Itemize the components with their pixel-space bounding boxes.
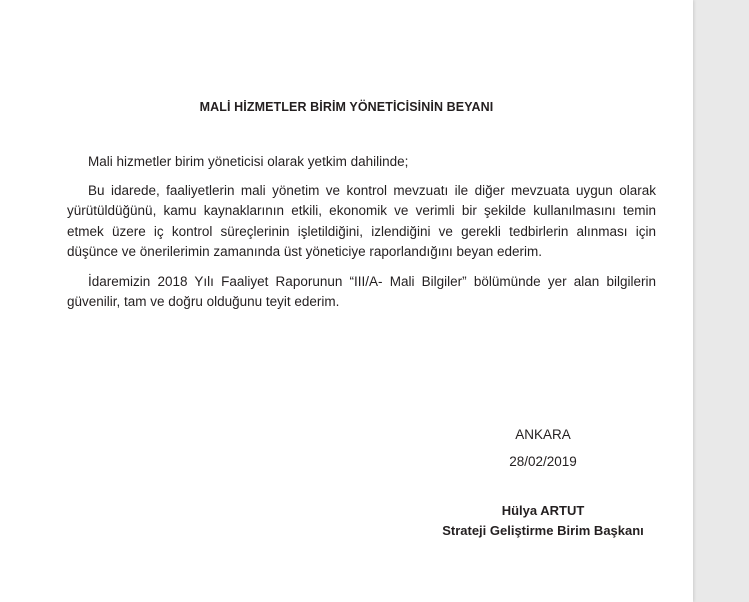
signatory-name: Hülya ARTUT [501,503,585,518]
paragraph-confirmation: İdaremizin 2018 Yılı Faaliyet Raporunun “III/A- Mali Bilgiler” bölümünde yer alan bilgilerin güvenilir, tam ve doğru olduğunu teyit ederim. [67,273,656,309]
paragraph-intro: Mali hizmetler birim yöneticisi olarak yetkim dahilinde; [88,154,409,169]
date-label: 28/02/2019 [509,454,577,469]
signatory-title: Strateji Geliştirme Birim Başkanı [442,523,644,538]
place-label: ANKARA [515,427,571,442]
paragraph-declaration: Bu idarede, faaliyetlerin mali yönetim ve kontrol mevzuatı ile diğer mevzuata uygun olarak yürütüldüğünü, kamu kaynaklarının etkili, ekonomik ve verimli bir şekilde kullanılmasını temin etmek üzere iç kontrol süreçlerinin işletildiğini, izlendiğini ve gerekli tedbirlerin alınması için düşünce ve önerilerimin zamanında üst yöneticiye raporlandığını beyan ederim. [67,182,656,259]
document-title: MALİ HİZMETLER BİRİM YÖNETİCİSİNİN BEYANI [199,100,494,114]
document-body [67,152,656,322]
